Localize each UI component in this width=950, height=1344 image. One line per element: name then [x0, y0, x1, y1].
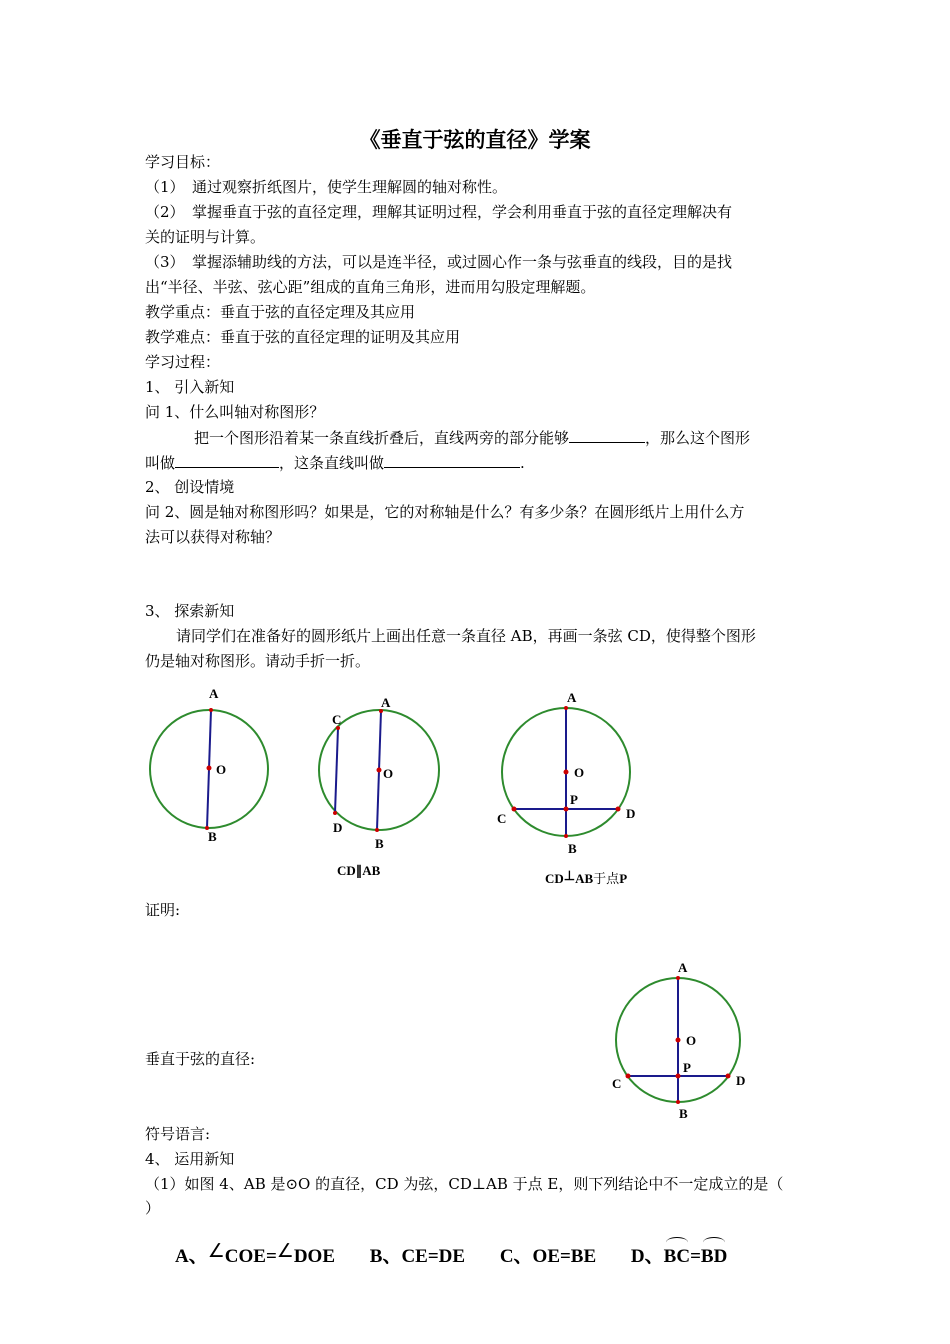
q1-text-a: 把一个图形沿着某一条直线折叠后，直线两旁的部分能够	[194, 429, 570, 447]
label-c: C	[332, 712, 342, 727]
question-2b: 法可以获得对称轴？	[145, 528, 281, 546]
blank-2[interactable]	[175, 452, 279, 468]
question-1: 问 1、什么叫轴对称图形？	[145, 403, 325, 421]
q1-text-e: .	[520, 454, 525, 472]
exercise-1a: （1）如图 4、AB 是⊙O 的直径，CD 为弦，CD⊥AB 于点 E，则下列结论中不一定成立的是（	[145, 1175, 784, 1193]
label-a: A	[381, 695, 391, 710]
blank-1[interactable]	[569, 427, 645, 443]
figure-theorem	[600, 955, 760, 1125]
key-point: 教学重点：垂直于弦的直径定理及其应用	[145, 303, 416, 321]
arc-bc: BC	[663, 1246, 691, 1267]
label-p: P	[570, 792, 578, 807]
arc-bd: BD	[700, 1246, 728, 1267]
page-title: 《垂直于弦的直径》学案	[359, 127, 591, 152]
caption3-p: P	[619, 871, 628, 886]
objective-3b: 出“半径、半弦、弦心距”组成的直角三角形，进而用勾股定理解题。	[145, 278, 596, 296]
process-heading: 学习过程：	[145, 353, 221, 371]
option-d-equals: =	[690, 1246, 701, 1267]
objective-1: （1） 通过观察折纸图片，使学生理解圆的轴对称性。	[145, 178, 508, 196]
question-2a: 问 2、圆是轴对称图形吗？如果是，它的对称轴是什么？有多少条？在圆形纸片上用什么方	[145, 503, 745, 521]
option-d-prefix: D、	[630, 1246, 664, 1267]
question-1-text-line2	[145, 452, 525, 473]
q1-text-c: 叫做	[145, 454, 176, 472]
question-1-text-line1	[194, 427, 750, 448]
objective-2b: 关的证明与计算。	[145, 228, 266, 246]
label-o: O	[686, 1033, 697, 1048]
blank-3[interactable]	[384, 452, 520, 468]
figure-parallel-chord	[310, 690, 460, 860]
option-a[interactable]	[175, 1241, 335, 1268]
label-b: B	[679, 1106, 688, 1121]
label-d: D	[736, 1073, 746, 1088]
label-c: C	[612, 1076, 622, 1091]
label-a: A	[567, 690, 577, 705]
label-a: A	[678, 960, 688, 975]
angle-symbol: ∠	[276, 1241, 294, 1262]
answer-options	[175, 1241, 757, 1268]
objectives-heading: 学习目标：	[145, 153, 221, 171]
theorem-label: 垂直于弦的直径:	[145, 1050, 256, 1068]
figure-perpendicular-chord	[490, 685, 650, 865]
label-a: A	[209, 686, 219, 701]
q1-text-b: ，那么这个图形	[645, 429, 751, 447]
exercise-1b: ）	[145, 1199, 161, 1217]
figure-diameter	[140, 682, 280, 852]
section-3-heading: 3、 探索新知	[145, 602, 235, 620]
option-d[interactable]	[631, 1241, 727, 1268]
option-a-text2: DOE	[293, 1246, 336, 1267]
perpendicular-symbol: ⊥	[563, 868, 576, 883]
objective-2a: （2） 掌握垂直于弦的直径定理，理解其证明过程，学会利用垂直于弦的直径定理解决有	[145, 203, 733, 221]
difficult-point: 教学难点：垂直于弦的直径定理的证明及其应用	[145, 328, 461, 346]
label-o: O	[383, 766, 394, 781]
caption3-at: 于点	[593, 871, 620, 886]
label-b: B	[208, 829, 217, 844]
explore-text-b: 仍是轴对称图形。请动手折一折。	[145, 652, 371, 670]
option-a-prefix: A、	[175, 1246, 208, 1267]
caption3-ab: AB	[575, 871, 594, 886]
explore-text-a: 请同学们在准备好的圆形纸片上画出任意一条直径 AB，再画一条弦 CD，使得整个图形	[176, 627, 756, 645]
label-b: B	[568, 841, 577, 856]
section-1-heading: 1、 引入新知	[145, 378, 235, 396]
caption-parallel: CD∥AB	[337, 863, 381, 878]
angle-symbol: ∠	[207, 1241, 225, 1262]
objective-3a: （3） 掌握添辅助线的方法，可以是连半径，或过圆心作一条与弦垂直的线段，目的是找	[145, 253, 733, 271]
label-o: O	[216, 762, 227, 777]
label-b: B	[375, 836, 384, 851]
caption-perpendicular	[545, 868, 627, 887]
label-o: O	[574, 765, 585, 780]
label-c: C	[497, 811, 507, 826]
option-a-text1: COE=	[224, 1246, 277, 1267]
option-b[interactable]: B、CE=DE	[369, 1246, 466, 1267]
symbol-label: 符号语言:	[145, 1125, 211, 1143]
section-4-heading: 4、 运用新知	[145, 1150, 235, 1168]
label-p: P	[683, 1060, 691, 1075]
q1-text-d: ，这条直线叫做	[279, 454, 385, 472]
option-c[interactable]: C、OE=BE	[499, 1246, 597, 1267]
section-2-heading: 2、 创设情境	[145, 478, 235, 496]
label-d: D	[626, 806, 636, 821]
label-d: D	[333, 820, 343, 835]
caption3-cd: CD	[545, 871, 564, 886]
proof-label: 证明:	[145, 901, 181, 919]
